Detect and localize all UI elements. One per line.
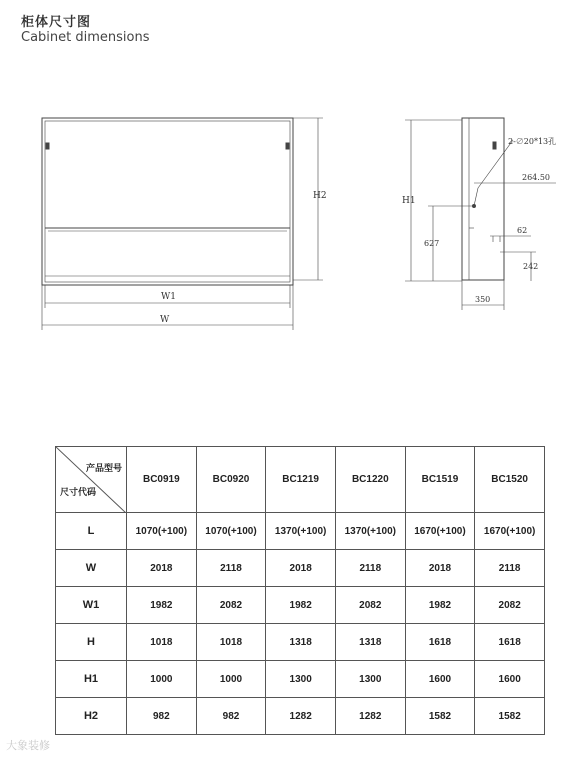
- table-cell: 2082: [335, 587, 405, 624]
- table-cell: 1318: [266, 624, 336, 661]
- table-cell: 1000: [127, 661, 197, 698]
- table-cell: 1982: [127, 587, 197, 624]
- table-row: [56, 550, 545, 587]
- corner-diagonal: [56, 447, 126, 513]
- table-cell: 1600: [405, 661, 475, 698]
- side-cabinet-outline: [462, 118, 504, 280]
- table-cell: 2118: [475, 550, 545, 587]
- dim-62-label: 62: [517, 226, 528, 235]
- table-cell: 1018: [127, 624, 197, 661]
- model-header: BC1520: [475, 447, 545, 513]
- table-cell: 1070(+100): [196, 513, 266, 550]
- model-header: BC0920: [196, 447, 266, 513]
- row-code: H: [56, 624, 127, 661]
- table-cell: 1618: [475, 624, 545, 661]
- table-cell: 2018: [127, 550, 197, 587]
- page-title-en: Cabinet dimensions: [21, 30, 150, 45]
- table-row: [56, 661, 545, 698]
- front-view: [42, 118, 323, 330]
- table-cell: 2118: [196, 550, 266, 587]
- row-code: W: [56, 550, 127, 587]
- corner-model-label: 产品型号: [85, 463, 122, 473]
- table-cell: 1300: [335, 661, 405, 698]
- table-cell: 1282: [335, 698, 405, 735]
- table-row: [56, 587, 545, 624]
- front-latch-right-icon: [286, 143, 289, 149]
- h2-label: H2: [313, 191, 327, 201]
- table-header-row: [56, 447, 545, 513]
- model-header: BC1219: [266, 447, 336, 513]
- front-cabinet-inner: [45, 121, 290, 282]
- w1-label: W1: [161, 292, 176, 302]
- table-cell: 1370(+100): [266, 513, 336, 550]
- model-header: BC1220: [335, 447, 405, 513]
- table-cell: 1070(+100): [127, 513, 197, 550]
- hole-leader-1: [474, 188, 478, 206]
- table-corner-cell: [56, 447, 127, 513]
- hole-spec-label: 2-∅20*13孔: [508, 137, 557, 146]
- table-cell: 982: [196, 698, 266, 735]
- watermark: 大象装修: [6, 739, 50, 752]
- table-cell: 1318: [335, 624, 405, 661]
- table-cell: 1582: [475, 698, 545, 735]
- table-cell: 1300: [266, 661, 336, 698]
- table-cell: 1282: [266, 698, 336, 735]
- row-code: W1: [56, 587, 127, 624]
- table-row: [56, 624, 545, 661]
- table-cell: 1618: [405, 624, 475, 661]
- side-view: [405, 118, 556, 310]
- table-cell: 1600: [475, 661, 545, 698]
- table-cell: 2018: [405, 550, 475, 587]
- table-cell: 2118: [335, 550, 405, 587]
- table-cell: 2082: [475, 587, 545, 624]
- h1-label: H1: [402, 196, 416, 206]
- row-code: H2: [56, 698, 127, 735]
- side-latch-icon: [493, 142, 496, 149]
- table-cell: 1982: [266, 587, 336, 624]
- table-cell: 982: [127, 698, 197, 735]
- corner-code-label: 尺寸代码: [60, 487, 97, 497]
- row-code: H1: [56, 661, 127, 698]
- table-cell: 1670(+100): [475, 513, 545, 550]
- front-cabinet-outline: [42, 118, 293, 285]
- table-cell: 1000: [196, 661, 266, 698]
- table-cell: 1582: [405, 698, 475, 735]
- model-header: BC1519: [405, 447, 475, 513]
- dim-264-label: 264.50: [522, 173, 550, 182]
- dim-350-label: 350: [475, 295, 491, 304]
- model-header: BC0919: [127, 447, 197, 513]
- dim-242-label: 242: [523, 262, 539, 271]
- table-cell: 1982: [405, 587, 475, 624]
- w-label: W: [160, 315, 170, 325]
- dim-627-label: 627: [424, 239, 440, 248]
- table-cell: 1370(+100): [335, 513, 405, 550]
- row-code: L: [56, 513, 127, 550]
- table-cell: 2018: [266, 550, 336, 587]
- table-row: [56, 698, 545, 735]
- page-title-cn: 柜体尺寸图: [21, 15, 92, 30]
- table-cell: 2082: [196, 587, 266, 624]
- table-row: [56, 513, 545, 550]
- spec-table: [55, 446, 545, 735]
- table-cell: 1018: [196, 624, 266, 661]
- front-latch-left-icon: [46, 143, 49, 149]
- table-cell: 1670(+100): [405, 513, 475, 550]
